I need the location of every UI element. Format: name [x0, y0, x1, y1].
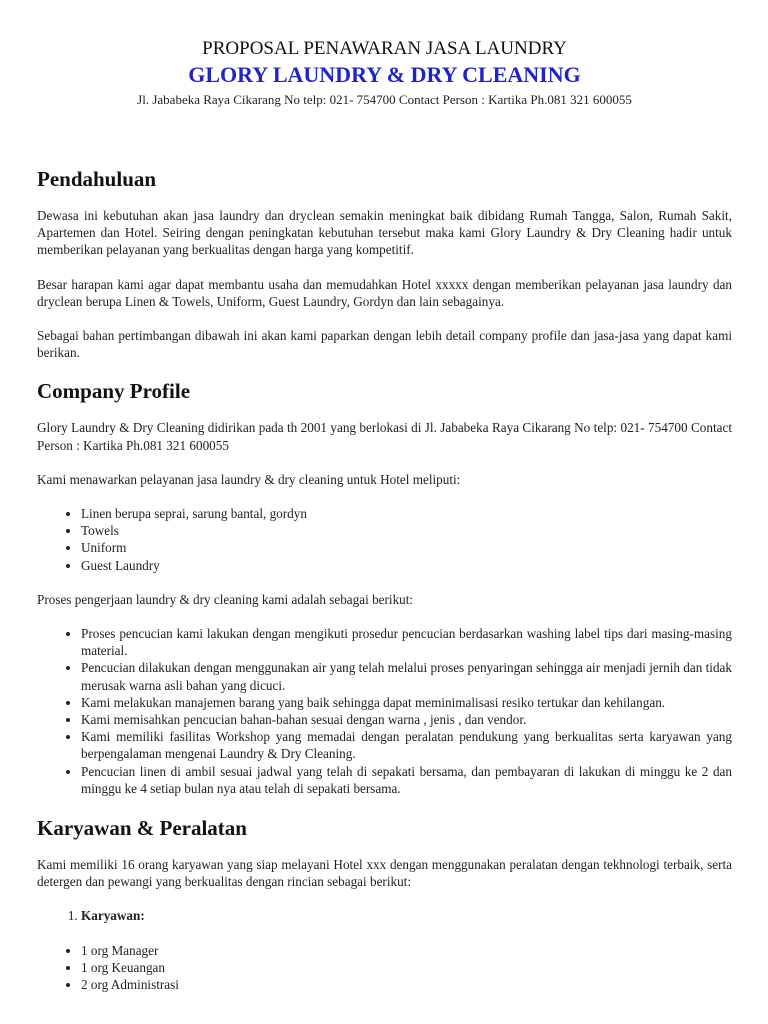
pendahuluan-paragraph-3: Sebagai bahan pertimbangan dibawah ini akan kami paparkan dengan lebih detail company profile dan jasa-jasa yang dapat kami berikan.: [37, 328, 732, 361]
list-item: • 2 org Administrasi: [81, 976, 732, 993]
list-item: [81, 907, 732, 924]
document-title: PROPOSAL PENAWARAN JASA LAUNDRY: [202, 38, 567, 59]
staff-list: [37, 942, 732, 994]
services-list: [37, 505, 732, 574]
list-item: • Towels: [81, 522, 732, 539]
list-item: • 1 org Keuangan: [81, 959, 732, 976]
list-item: • Kami melakukan manajemen barang yang baik sehingga dapat meminimalisasi resiko tertukar dan kehilangan.: [81, 694, 732, 711]
list-item: • Guest Laundry: [81, 557, 732, 574]
company-paragraph-3: Proses pengerjaan laundry & dry cleaning kami adalah sebagai berikut:: [37, 591, 414, 607]
list-item: • Uniform: [81, 539, 732, 556]
list-item: • Kami memisahkan pencucian bahan-bahan sesuai dengan warna , jenis , dan vendor.: [81, 711, 732, 728]
karyawan-subheading: Karyawan:: [81, 908, 145, 924]
numbered-list: [37, 907, 732, 924]
list-item: • Kami memiliki fasilitas Workshop yang memadai dengan peralatan pendukung yang berkualitas serta karyawan yang berpengalaman mengenai Laundry & Dry Cleaning.: [81, 728, 732, 762]
karyawan-paragraph-1: Kami memiliki 16 orang karyawan yang siap melayani Hotel xxx dengan menggunakan peralatan dengan tekhnologi terbaik, serta detergen dan pewangi yang berkualitas dengan rincian sebagai berikut:: [37, 857, 732, 890]
list-item: • Linen berupa seprai, sarung bantal, gordyn: [81, 505, 732, 522]
process-list: [37, 625, 732, 797]
list-item: • Pencucian linen di ambil sesuai jadwal yang telah di sepakati bersama, dan pembayaran di lakukan di minggu ke 2 dan minggu ke 4 setiap bulan nya atau telah di sepakati bersama.: [81, 763, 732, 797]
list-item: • Proses pencucian kami lakukan dengan mengikuti prosedur pencucian berdasarkan washing label tips dari masing-masing material.: [81, 625, 732, 659]
company-paragraph-2: Kami menawarkan pelayanan jasa laundry & dry cleaning untuk Hotel meliputi:: [37, 471, 461, 487]
heading-company-profile: Company Profile: [37, 379, 191, 404]
list-item: • Pencucian dilakukan dengan menggunakan air yang telah melalui proses penyaringan sehingga air menjadi jernih dan tidak merusak warna asli bahan yang dicuci.: [81, 659, 732, 693]
list-item: • 1 org Manager: [81, 942, 732, 959]
heading-karyawan-peralatan: Karyawan & Peralatan: [37, 816, 247, 841]
contact-line: Jl. Jababeka Raya Cikarang No telp: 021- 754700 Contact Person : Kartika Ph.081 321 600055: [137, 92, 632, 107]
company-brand-name: GLORY LAUNDRY & DRY CLEANING: [188, 62, 581, 87]
heading-pendahuluan: Pendahuluan: [37, 167, 157, 191]
pendahuluan-paragraph-2: Besar harapan kami agar dapat membantu usaha dan memudahkan Hotel xxxxx dengan memberikan pelayanan jasa laundry dan dryclean berupa Linen & Towels, Uniform, Guest Laundry, Gordyn dan lain sebagainya.: [37, 276, 732, 309]
company-paragraph-1: Glory Laundry & Dry Cleaning didirikan pada th 2001 yang berlokasi di Jl. Jababeka Raya Cikarang No telp: 021- 754700 Contact Person : Kartika Ph.081 321 600055: [37, 420, 732, 453]
pendahuluan-paragraph-1: Dewasa ini kebutuhan akan jasa laundry dan dryclean semakin meningkat baik dibidang Rumah Tangga, Salon, Rumah Sakit, Apartemen dan Hotel. Seiring dengan peningkatan kebutuhan tersebut maka kami Glory Laundry & Dry Cleaning hadir untuk memberikan pelayanan yang berkualitas dengan harga yang kompetitif.: [37, 208, 732, 258]
